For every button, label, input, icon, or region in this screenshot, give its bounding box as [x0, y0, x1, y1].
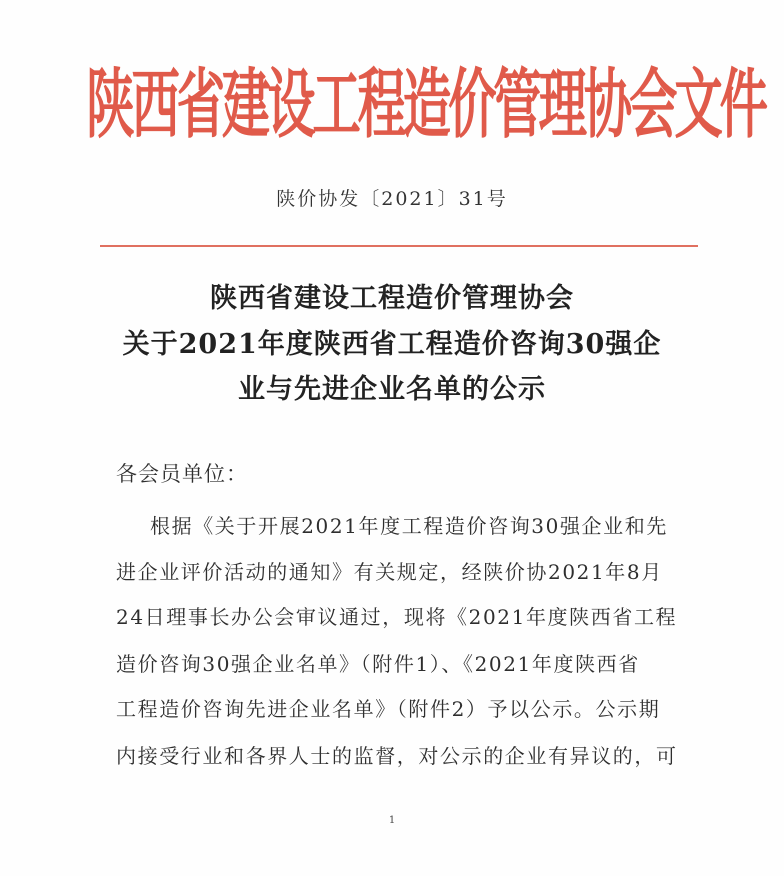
org-letterhead-title: 陕西省建设工程造价管理协会文件: [86, 59, 765, 149]
body-paragraph-line: 工程造价咨询先进企业名单》（附件2）予以公示。公示期: [116, 697, 661, 721]
salutation: 各会员单位：: [116, 462, 248, 486]
body-paragraph-line: 内接受行业和各界人士的监督，对公示的企业有异议的，可: [116, 744, 678, 768]
body-paragraph-line: 进企业评价活动的通知》有关规定，经陕价协2021年8月: [116, 560, 663, 584]
notice-title-line-3: 业与先进企业名单的公示: [238, 374, 546, 405]
document-number: 陕价协发〔2021〕31号: [276, 188, 508, 210]
body-paragraph-line: 根据《关于开展2021年度工程造价咨询30强企业和先: [150, 514, 668, 538]
body-paragraph-line: 24日理事长办公会审议通过，现将《2021年度陕西省工程: [116, 605, 678, 629]
notice-title-line-1: 陕西省建设工程造价管理协会: [210, 283, 574, 314]
body-paragraph-line: 造价咨询30强企业名单》（附件1）、《2021年度陕西省: [116, 652, 640, 676]
page-number: 1: [388, 815, 396, 826]
notice-title-line-2: 关于2021年度陕西省工程造价咨询30强企: [122, 329, 662, 360]
red-divider-line: [100, 245, 698, 247]
